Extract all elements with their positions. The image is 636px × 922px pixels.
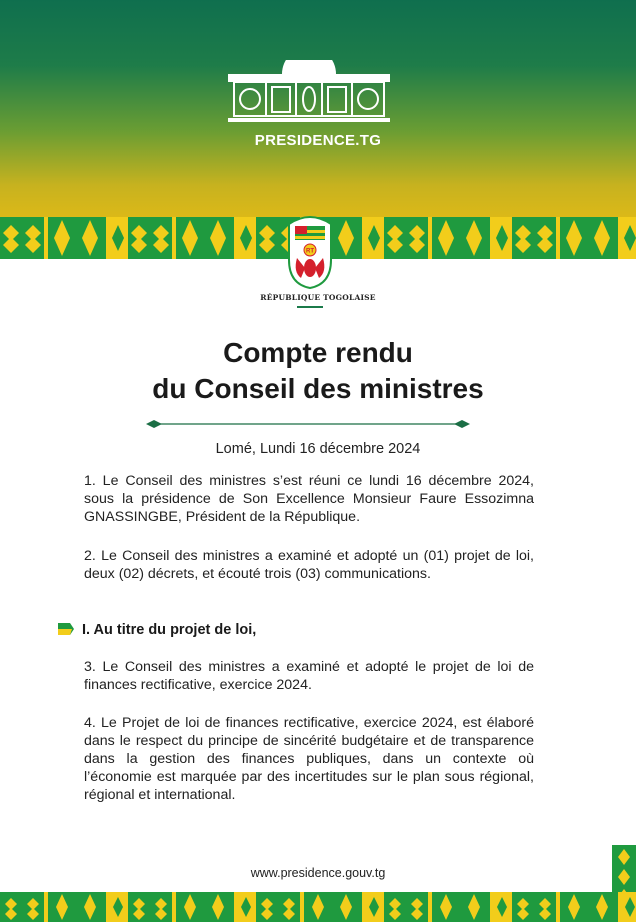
paragraph-1: 1. Le Conseil des ministres s’est réuni ce lundi 16 décembre 2024, sous la présidence de Son Excellence Monsieur Faure Essozimna GNASSINGBE, Président de la République. — [84, 473, 534, 525]
title-divider — [146, 419, 470, 429]
header-banner — [0, 0, 636, 218]
paragraph-2: 2. Le Conseil des ministres a examiné et adopté un (01) projet de loi, deux (02) décrets, et écouté trois (03) communications. — [84, 548, 534, 582]
section-heading — [58, 622, 256, 638]
country-underline — [297, 306, 323, 308]
coat-of-arms-icon — [283, 212, 337, 290]
footer-url[interactable]: www.presidence.gouv.tg — [250, 866, 386, 880]
kente-pattern-band-bottom — [0, 892, 636, 922]
presidential-palace-logo-icon — [226, 60, 392, 126]
emblem-initials: RT — [306, 248, 314, 255]
section-marker-icon — [58, 623, 74, 635]
document-date: Lomé, Lundi 16 décembre 2024 — [215, 441, 421, 457]
title-line-2: du Conseil des ministres — [152, 373, 484, 404]
paragraph-4: 4. Le Projet de loi de finances rectificative, exercice 2024, est élaboré dans le respect du principe de sincérité budgétaire et de transparence dans la gestion des finances publiques, dans un contexte où l’économie est marquée par des incertitudes sur le plan sous régional, régional et international. — [84, 715, 534, 803]
paragraph-3: 3. Le Conseil des ministres a examiné et adopté le projet de loi de finances rectificative, exercice 2024. — [84, 659, 534, 693]
title-line-1: Compte rendu — [223, 337, 413, 368]
section-heading-text: I. Au titre du projet de loi, — [82, 622, 257, 638]
brand-name: PRESIDENCE.TG — [254, 132, 382, 149]
country-name: RÉPUBLIQUE TOGOLAISE — [260, 293, 376, 302]
page-title — [0, 335, 636, 407]
